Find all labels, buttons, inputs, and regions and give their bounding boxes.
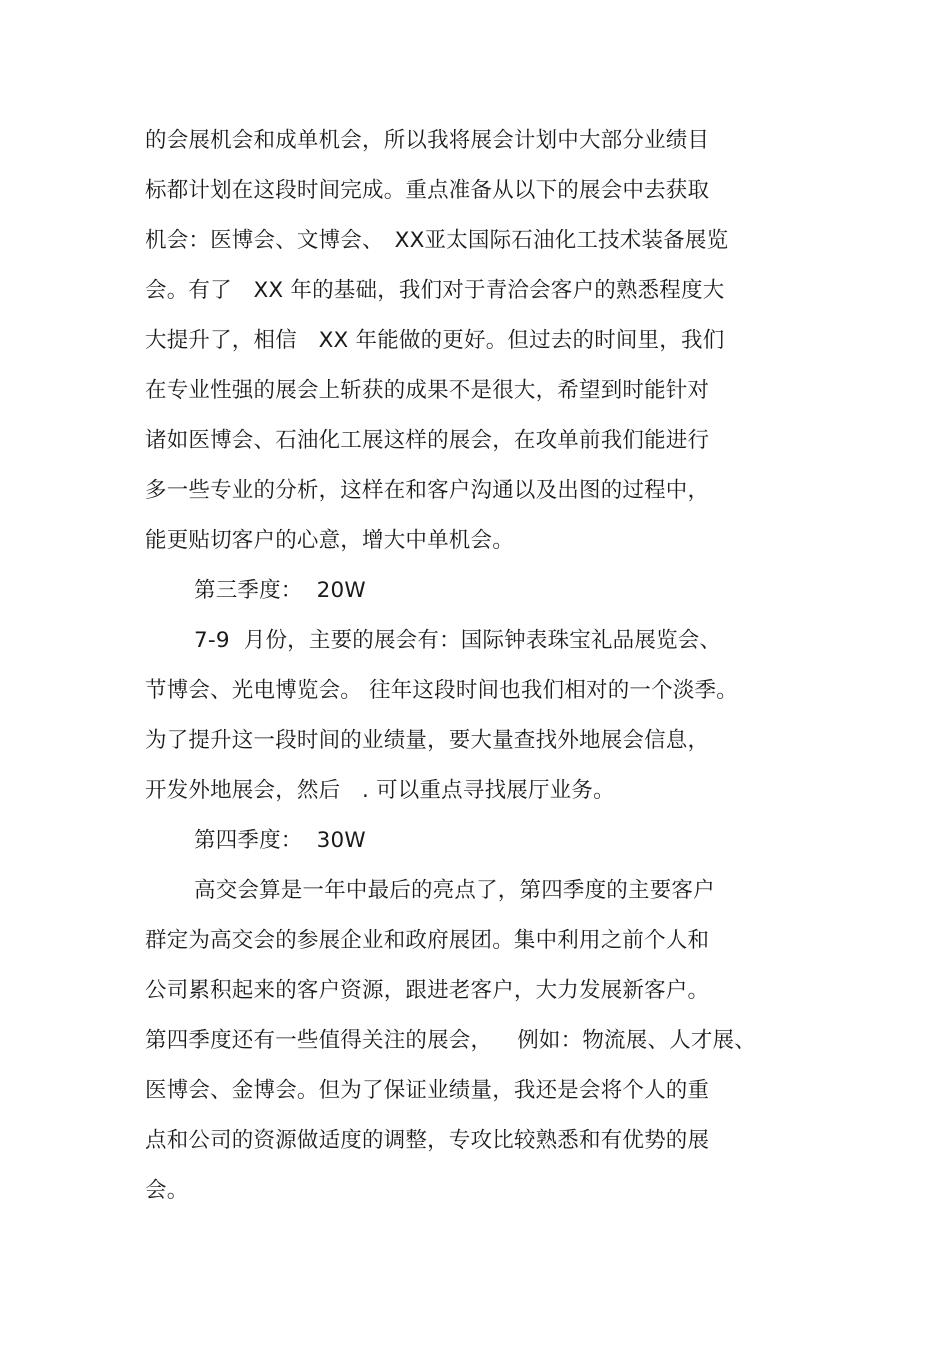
- paragraph-line: 公司累积起来的客户资源，跟进老客户，大力发展新客户。: [145, 978, 710, 1003]
- section-heading-q4: 第四季度： 30W: [194, 828, 366, 853]
- paragraph-line: 高交会算是一年中最后的亮点了，第四季度的主要客户: [194, 878, 715, 903]
- paragraph-line: 在专业性强的展会上斩获的成果不是很大，希望到时能针对: [145, 378, 710, 403]
- paragraph-line: 群定为高交会的参展企业和政府展团。集中利用之前个人和: [145, 928, 710, 953]
- paragraph-line: 开发外地展会，然后 . 可以重点寻找展厅业务。: [145, 778, 615, 803]
- paragraph-line: 能更贴切客户的心意，增大中单机会。: [145, 528, 514, 553]
- paragraph-line: 会。有了 XX 年的基础，我们对于青洽会客户的熟悉程度大: [145, 278, 725, 303]
- paragraph-line: 第四季度还有一些值得关注的展会， 例如：物流展、人才展、: [145, 1028, 756, 1053]
- paragraph-line: 标都计划在这段时间完成。重点准备从以下的展会中去获取: [145, 178, 710, 203]
- paragraph-line: 诸如医博会、石油化工展这样的展会，在攻单前我们能进行: [145, 428, 710, 453]
- paragraph-line: 点和公司的资源做适度的调整，专攻比较熟悉和有优势的展: [145, 1128, 710, 1153]
- paragraph-line: 大提升了，相信 XX 年能做的更好。但过去的时间里，我们: [145, 328, 725, 353]
- paragraph-line: 为了提升这一段时间的业绩量，要大量查找外地展会信息，: [145, 728, 710, 753]
- paragraph-line: 的会展机会和成单机会，所以我将展会计划中大部分业绩目: [145, 128, 710, 153]
- paragraph-line: 7-9 月份，主要的展会有：国际钟表珠宝礼品展览会、: [194, 628, 722, 653]
- paragraph-line: 节博会、光电博览会。 往年这段时间也我们相对的一个淡季。: [145, 678, 738, 703]
- paragraph-line: 会。: [145, 1178, 189, 1203]
- section-heading-q3: 第三季度： 20W: [194, 578, 366, 603]
- paragraph-line: 医博会、金博会。但为了保证业绩量，我还是会将个人的重: [145, 1078, 710, 1103]
- paragraph-line: 多一些专业的分析，这样在和客户沟通以及出图的过程中，: [145, 478, 710, 503]
- paragraph-line: 机会：医博会、文博会、 XX亚太国际石油化工技术装备展览: [145, 228, 729, 253]
